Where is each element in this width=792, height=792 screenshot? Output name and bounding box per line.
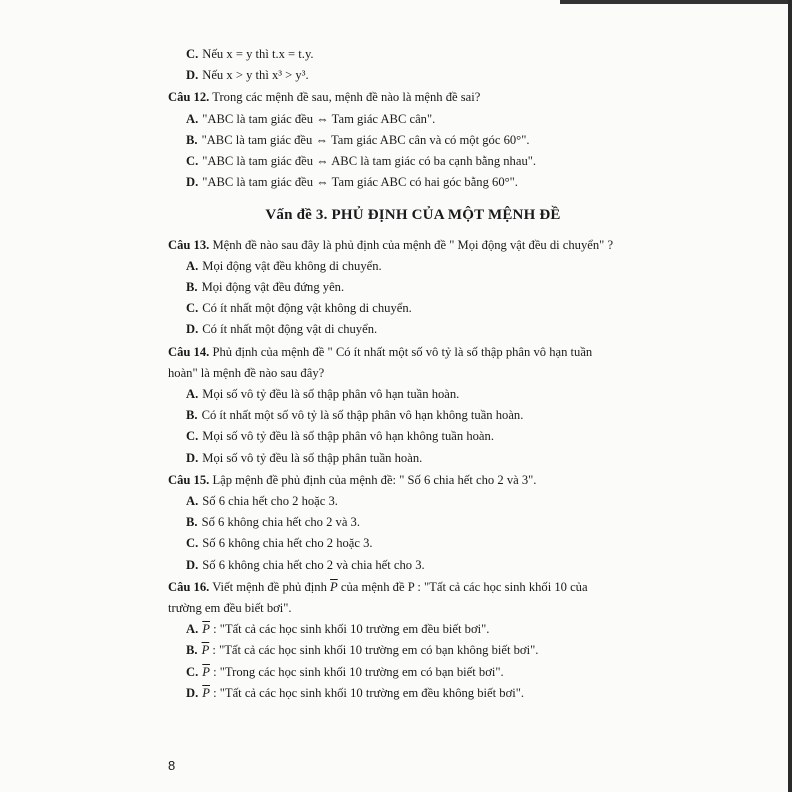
- q12-option-a: A. "ABC là tam giác đều ⇔ Tam giác ABC cân".: [186, 111, 436, 126]
- q16-option-a: A. $\overline{P}$ : "Tất cả các học sinh khối 10 trường em đều biết bơi".: [186, 622, 490, 637]
- page-content: [168, 44, 658, 704]
- q15-option-b: B. Số 6 không chia hết cho 2 và 3.: [186, 515, 361, 530]
- q16-option-d: D. $\overline{P}$ : "Tất cả các học sinh khối 10 trường em đều không biết bơi".: [186, 685, 525, 700]
- q12-option-d: D. "ABC là tam giác đều ⇔ Tam giác ABC có hai góc bằng 60°".: [186, 175, 518, 190]
- q12-option-b: B. "ABC là tam giác đều ⇔ Tam giác ABC cân và có một góc 60°".: [186, 132, 530, 147]
- question-12: Câu 12. Trong các mệnh đề sau, mệnh đề nào là mệnh đề sai?: [168, 90, 481, 105]
- q15-option-c: C. Số 6 không chia hết cho 2 hoặc 3.: [186, 536, 373, 551]
- p-bar-symbol: $\overline{P}$: [330, 579, 338, 594]
- q13-option-a: A. Mọi động vật đều không di chuyển.: [186, 258, 382, 273]
- question-14: Câu 14. Phủ định của mệnh đề " Có ít nhất một số vô tỷ là số thập phân vô hạn tuần: [168, 344, 593, 359]
- page-number: 8: [168, 758, 176, 773]
- question-13: Câu 13. Mệnh đề nào sau đây là phủ định của mệnh đề " Mọi động vật đều di chuyển" ?: [168, 237, 614, 252]
- question-15: Câu 15. Lập mệnh đề phủ định của mệnh đề: " Số 6 chia hết cho 2 và 3".: [168, 472, 537, 487]
- question-16-cont: trường em đều biết bơi".: [168, 601, 292, 616]
- scan-edge-right: [788, 0, 792, 792]
- q14-option-a: A. Mọi số vô tỷ đều là số thập phân vô hạn tuần hoàn.: [186, 387, 460, 402]
- q14-option-c: C. Mọi số vô tỷ đều là số thập phân vô hạn không tuần hoàn.: [186, 429, 494, 444]
- option-d-prev: D. Nếu x > y thì x³ > y³.: [186, 68, 309, 83]
- question-14-cont: hoàn" là mệnh đề nào sau đây?: [168, 365, 325, 380]
- q12-option-c: C. "ABC là tam giác đều ⇔ ABC là tam giác có ba cạnh bằng nhau".: [186, 154, 537, 169]
- q15-option-a: A. Số 6 chia hết cho 2 hoặc 3.: [186, 494, 338, 509]
- q13-option-c: C. Có ít nhất một động vật không di chuyển.: [186, 301, 412, 316]
- question-16: Câu 16. Viết mệnh đề phủ định $\overline{P}$ của mệnh đề P : "Tất cả các học sinh khối 10 của: [168, 579, 588, 594]
- q16-option-c: C. $\overline{P}$ : "Trong các học sinh khối 10 trường em có bạn biết bơi".: [186, 664, 504, 679]
- section-title: Vấn đề 3. PHỦ ĐỊNH CỦA MỘT MỆNH ĐỀ: [265, 207, 561, 224]
- q16-option-b: B. $\overline{P}$ : "Tất cả các học sinh khối 10 trường em có bạn không biết bơi".: [186, 643, 539, 658]
- option-c-prev: C. Nếu x = y thì t.x = t.y.: [186, 47, 314, 61]
- q14-option-b: B. Có ít nhất một số vô tỷ là số thập phân vô hạn không tuần hoàn.: [186, 408, 524, 423]
- q13-option-b: B. Mọi động vật đều đứng yên.: [186, 280, 345, 295]
- scan-edge-top: [560, 0, 792, 4]
- q13-option-d: D. Có ít nhất một động vật di chuyển.: [186, 322, 378, 337]
- q15-option-d: D. Số 6 không chia hết cho 2 và chia hết cho 3.: [186, 557, 425, 572]
- q14-option-d: D. Mọi số vô tỷ đều là số thập phân tuần hoàn.: [186, 450, 423, 465]
